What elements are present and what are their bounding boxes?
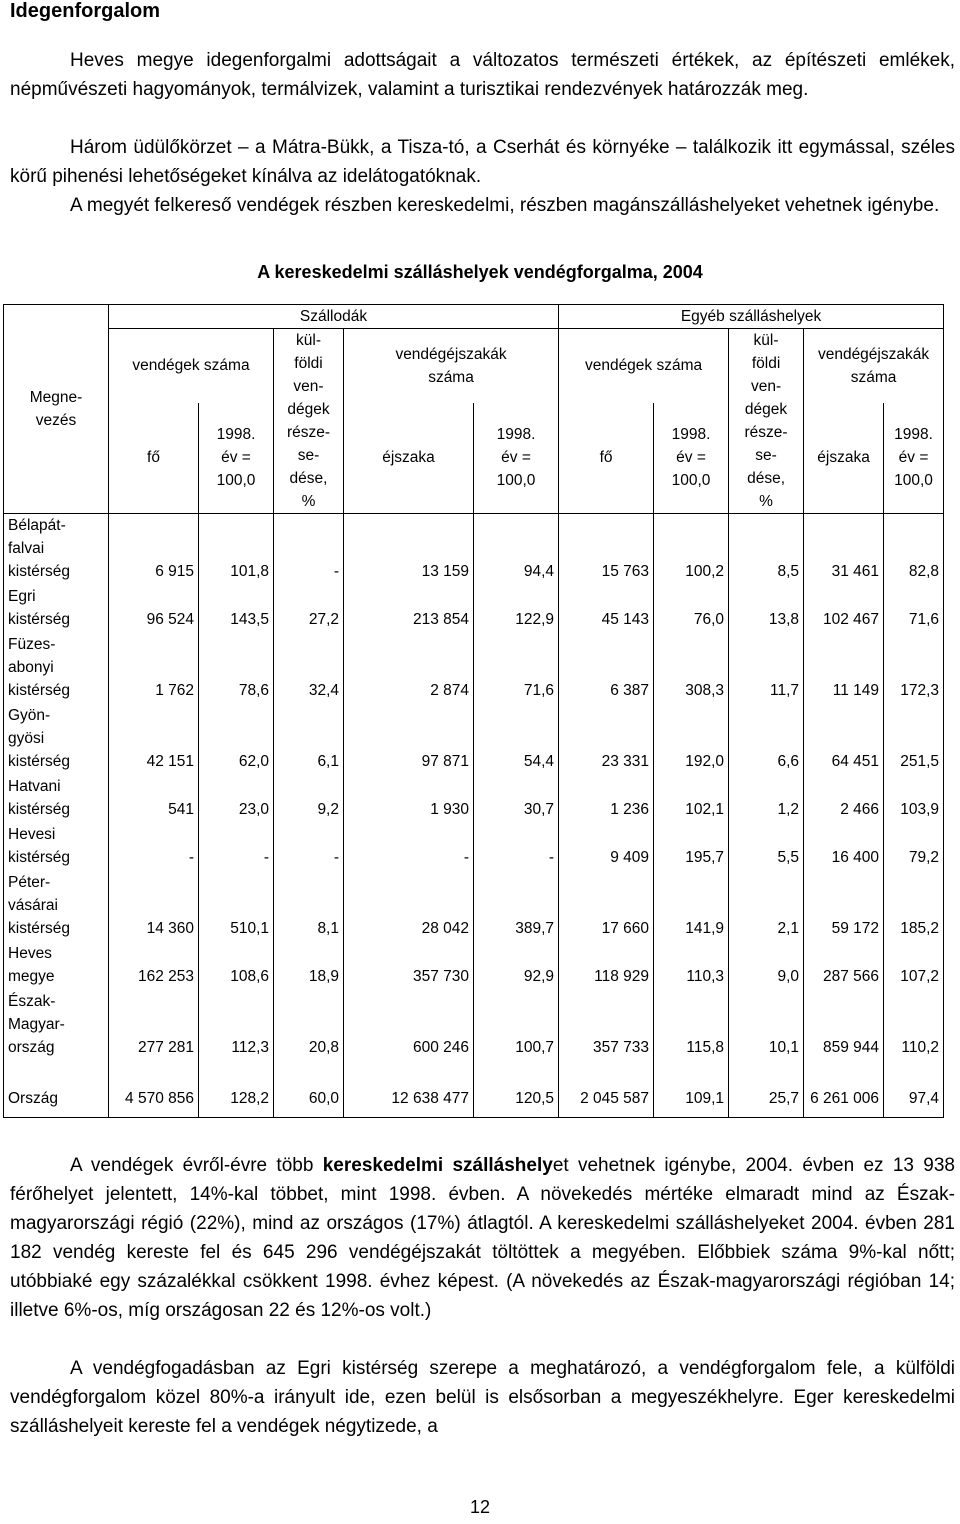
cell-value: 11,7: [729, 633, 804, 704]
hotels-guests-index-header: 1998. év = 100,0: [199, 403, 274, 514]
cell-value: 59 172: [804, 871, 884, 942]
hotels-night-header: éjszaka: [344, 403, 474, 514]
intro-paragraph-1: Heves megye idegenforgalmi adottságait a változatos természeti értékek, az építészeti emlékek, népművészeti hagyományok, termálvizek, valamint a turisztikai rendezvények határozzák meg.: [10, 50, 955, 100]
cell-value: 71,6: [474, 633, 559, 704]
cell-value: 110,3: [654, 942, 729, 990]
cell-value: 510,1: [199, 871, 274, 942]
cell-value: 859 944: [804, 990, 884, 1061]
cell-value: -: [474, 823, 559, 871]
cell-value: 118 929: [559, 942, 654, 990]
cell-value: 192,0: [654, 704, 729, 775]
hotels-guests-header: vendégek száma: [109, 329, 274, 403]
section-heading: Idegenforgalom: [10, 0, 161, 22]
row-name: Bélapát- falvai kistérség: [4, 514, 109, 586]
cell-value: 2 045 587: [559, 1081, 654, 1118]
cell-value: 277 281: [109, 990, 199, 1061]
cell-value: 287 566: [804, 942, 884, 990]
intro-paragraph-3: A megyét felkereső vendégek részben kereskedelmi, részben magánszálláshelyeket vehetnek igénybe.: [70, 195, 940, 216]
cell-value: 97 871: [344, 704, 474, 775]
cell-value: 102 467: [804, 585, 884, 633]
other-foreign-share-header: kül- földi ven- dégek része- se- dése, %: [729, 329, 804, 514]
other-nights-index-header: 1998. év = 100,0: [884, 403, 944, 514]
cell-value: 541: [109, 775, 199, 823]
other-nights-header: vendégéjszakák száma: [804, 329, 944, 403]
cell-value: 14 360: [109, 871, 199, 942]
table-row-country: [4, 1081, 944, 1118]
table-row: [4, 775, 944, 823]
cell-value: 120,5: [474, 1081, 559, 1118]
cell-value: 82,8: [884, 514, 944, 586]
cell-value: 101,8: [199, 514, 274, 586]
cell-value: 17 660: [559, 871, 654, 942]
other-night-header: éjszaka: [804, 403, 884, 514]
cell-value: 2,1: [729, 871, 804, 942]
cell-value: 2 874: [344, 633, 474, 704]
cell-value: 108,6: [199, 942, 274, 990]
cell-value: 71,6: [884, 585, 944, 633]
cell-value: 15 763: [559, 514, 654, 586]
cell-value: 162 253: [109, 942, 199, 990]
cell-value: 357 730: [344, 942, 474, 990]
cell-value: 112,3: [199, 990, 274, 1061]
cell-value: 11 149: [804, 633, 884, 704]
cell-value: 1,2: [729, 775, 804, 823]
cell-value: 30,7: [474, 775, 559, 823]
cell-value: 9,2: [274, 775, 344, 823]
cell-value: 27,2: [274, 585, 344, 633]
cell-value: 9 409: [559, 823, 654, 871]
cell-value: 79,2: [884, 823, 944, 871]
cell-value: 54,4: [474, 704, 559, 775]
other-guests-index-header: 1998. év = 100,0: [654, 403, 729, 514]
row-name: Hevesi kistérség: [4, 823, 109, 871]
cell-value: 8,1: [274, 871, 344, 942]
cell-value: 23,0: [199, 775, 274, 823]
cell-value: 6,6: [729, 704, 804, 775]
hotels-foreign-share-header: kül- földi ven- dégek része- se- dése, %: [274, 329, 344, 514]
cell-value: 103,9: [884, 775, 944, 823]
hotels-nights-header: vendégéjszakák száma: [344, 329, 559, 403]
cell-value: 1 930: [344, 775, 474, 823]
cell-value: 6 387: [559, 633, 654, 704]
row-name: Észak- Magyar- ország: [4, 990, 109, 1061]
cell-value: 78,6: [199, 633, 274, 704]
cell-value: 9,0: [729, 942, 804, 990]
cell-value: -: [199, 823, 274, 871]
group-header-other: Egyéb szálláshelyek: [559, 305, 944, 329]
row-name: Péter- vásárai kistérség: [4, 871, 109, 942]
other-guests-header: vendégek száma: [559, 329, 729, 403]
row-name: Gyön- gyösi kistérség: [4, 704, 109, 775]
cell-value: 92,9: [474, 942, 559, 990]
cell-value: 389,7: [474, 871, 559, 942]
cell-value: 143,5: [199, 585, 274, 633]
cell-value: 20,8: [274, 990, 344, 1061]
cell-value: 100,7: [474, 990, 559, 1061]
cell-value: 32,4: [274, 633, 344, 704]
cell-value: 12 638 477: [344, 1081, 474, 1118]
after-paragraph-2: A vendégfogadásban az Egri kistérség szerepe a meghatározó, a vendégforgalom fele, a külföldi vendégforgalom közel 80%-a irányult ide, ezen belül is elsősorban a megyeszékhelyre. Eger kereskedelmi szálláshelyeit kereste fel a vendégek négytizede, a: [10, 1358, 955, 1437]
cell-value: 31 461: [804, 514, 884, 586]
cell-value: 185,2: [884, 871, 944, 942]
row-name: Füzes- abonyi kistérség: [4, 633, 109, 704]
cell-value: -: [274, 823, 344, 871]
cell-value: 100,2: [654, 514, 729, 586]
cell-value: 28 042: [344, 871, 474, 942]
cell-value: 8,5: [729, 514, 804, 586]
cell-value: 45 143: [559, 585, 654, 633]
row-name: Egri kistérség: [4, 585, 109, 633]
cell-value: 62,0: [199, 704, 274, 775]
cell-value: 1 762: [109, 633, 199, 704]
cell-value: 60,0: [274, 1081, 344, 1118]
accommodation-table: [3, 304, 944, 1118]
cell-value: 172,3: [884, 633, 944, 704]
hotels-persons-header: fő: [109, 403, 199, 514]
table-row: [4, 585, 944, 633]
cell-value: 42 151: [109, 704, 199, 775]
cell-value: 16 400: [804, 823, 884, 871]
cell-value: 97,4: [884, 1081, 944, 1118]
cell-value: 5,5: [729, 823, 804, 871]
cell-value: 600 246: [344, 990, 474, 1061]
table-caption: A kereskedelmi szálláshelyek vendégforgalma, 2004: [257, 262, 703, 282]
cell-value: 122,9: [474, 585, 559, 633]
cell-value: 213 854: [344, 585, 474, 633]
hotels-nights-index-header: 1998. év = 100,0: [474, 403, 559, 514]
row-name: Ország: [4, 1081, 109, 1118]
cell-value: 64 451: [804, 704, 884, 775]
after-paragraph-1: A vendégek évről-évre több kereskedelmi szálláshelyet vehetnek igénybe, 2004. évben ez 13 938 férőhelyet jelentett, 14%-kal többet, mint 1998. évben. A növekedés mértéke elmaradt mind az Észak-magyarországi régió (22%), mind az országos (17%) átlagtól. A kereskedelmi szálláshelyeket 2004. évben 281 182 vendég kereste fel és 645 296 vendégéjszakát töltöttek a megyében. Előbbiek száma 9%-kal nőtt; utóbbiaké egy százalékkal csökkent 1998. évhez képest. (A növekedés az Észak-magyarországi régióban 14; illetve 6%-os, míg országosan 22 és 12%-os volt.): [10, 1155, 956, 1321]
cell-value: 107,2: [884, 942, 944, 990]
cell-value: 10,1: [729, 990, 804, 1061]
cell-value: 6 261 006: [804, 1081, 884, 1118]
cell-value: 18,9: [274, 942, 344, 990]
table-row: [4, 990, 944, 1061]
cell-value: 4 570 856: [109, 1081, 199, 1118]
cell-value: -: [344, 823, 474, 871]
cell-value: -: [274, 514, 344, 586]
table-row: [4, 942, 944, 990]
cell-value: 141,9: [654, 871, 729, 942]
cell-value: 94,4: [474, 514, 559, 586]
table-row: [4, 514, 944, 586]
cell-value: 6,1: [274, 704, 344, 775]
cell-value: 25,7: [729, 1081, 804, 1118]
cell-value: 195,7: [654, 823, 729, 871]
cell-value: 2 466: [804, 775, 884, 823]
cell-value: 13,8: [729, 585, 804, 633]
table-row: [4, 704, 944, 775]
cell-value: 1 236: [559, 775, 654, 823]
cell-value: 128,2: [199, 1081, 274, 1118]
col-header-name: Megne- vezés: [4, 305, 109, 514]
cell-value: 76,0: [654, 585, 729, 633]
table-row: [4, 823, 944, 871]
row-name: Heves megye: [4, 942, 109, 990]
intro-paragraph-2: Három üdülőkörzet – a Mátra-Bükk, a Tisza-tó, a Cserhát és környéke – találkozik itt egymással, széles körű pihenési lehetőségeket kínálva az idelátogatóknak.: [10, 137, 955, 187]
group-header-hotels: Szállodák: [109, 305, 559, 329]
cell-value: 6 915: [109, 514, 199, 586]
row-name: Hatvani kistérség: [4, 775, 109, 823]
cell-value: 308,3: [654, 633, 729, 704]
page-number: 12: [469, 1497, 491, 1517]
table-row: [4, 871, 944, 942]
cell-value: 13 159: [344, 514, 474, 586]
cell-value: -: [109, 823, 199, 871]
cell-value: 96 524: [109, 585, 199, 633]
cell-value: 23 331: [559, 704, 654, 775]
cell-value: 251,5: [884, 704, 944, 775]
other-persons-header: fő: [559, 403, 654, 514]
cell-value: 357 733: [559, 990, 654, 1061]
cell-value: 102,1: [654, 775, 729, 823]
table-row: [4, 633, 944, 704]
cell-value: 109,1: [654, 1081, 729, 1118]
cell-value: 110,2: [884, 990, 944, 1061]
cell-value: 115,8: [654, 990, 729, 1061]
